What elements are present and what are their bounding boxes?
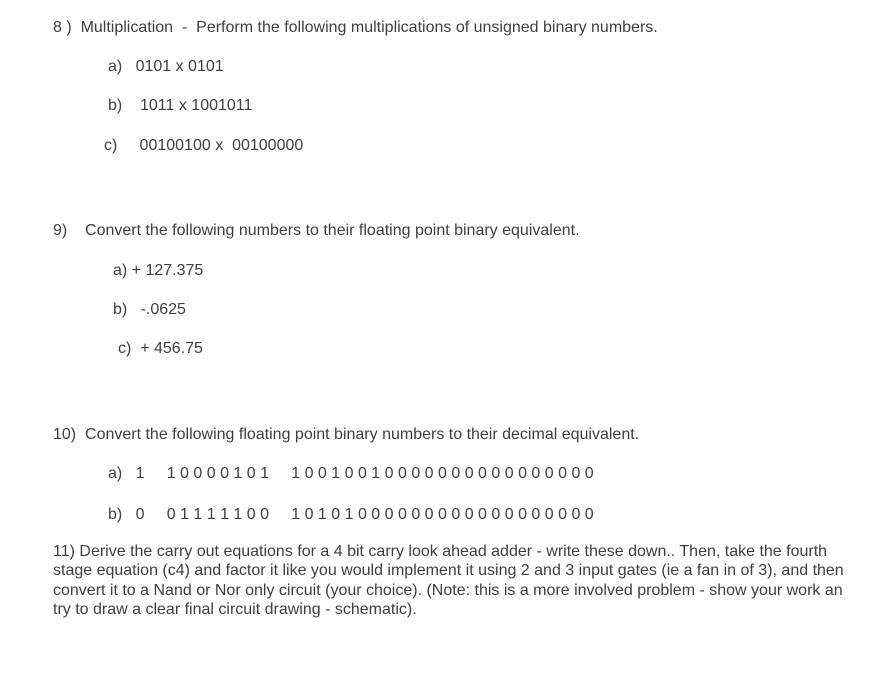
q9-item-c: c) + 456.75 xyxy=(118,340,203,357)
q10-item-a: a) 1 1 0 0 0 0 1 0 1 1 0 0 1 0 0 1 0 0 0 0 0 0 0 0 0 0 0 0 0 0 0 0 xyxy=(108,465,594,482)
q9-heading: 9) Convert the following numbers to their floating point binary equivalent. xyxy=(53,222,580,239)
q11-text: 11) Derive the carry out equations for a 4 bit carry look ahead adder - write these down.. Then, take the fourth stage equation (c4) and factor it like you would implement it using 2 and 3 input gates (ie a fan in of 3), and then convert it to a Nand or Nor only circuit (your choice). (Note: this is a more involved problem - show your work an try to draw a clear final circuit drawing - schematic). xyxy=(53,543,844,619)
q8-heading: 8 ) Multiplication - Perform the following multiplications of unsigned binary numbers. xyxy=(53,19,658,36)
q9-item-b: b) -.0625 xyxy=(113,301,186,318)
q8-item-b: b) 1011 x 1001011 xyxy=(108,97,253,114)
q9-item-a: a) + 127.375 xyxy=(113,262,204,279)
q8-item-c: c) 00100100 x 00100000 xyxy=(104,137,304,154)
q10-item-b: b) 0 0 1 1 1 1 1 0 0 1 0 1 0 1 0 0 0 0 0 0 0 0 0 0 0 0 0 0 0 0 0 0 xyxy=(108,506,594,523)
q10-heading: 10) Convert the following floating point binary numbers to their decimal equivalent. xyxy=(53,426,640,443)
q8-item-a: a) 0101 x 0101 xyxy=(108,58,224,75)
